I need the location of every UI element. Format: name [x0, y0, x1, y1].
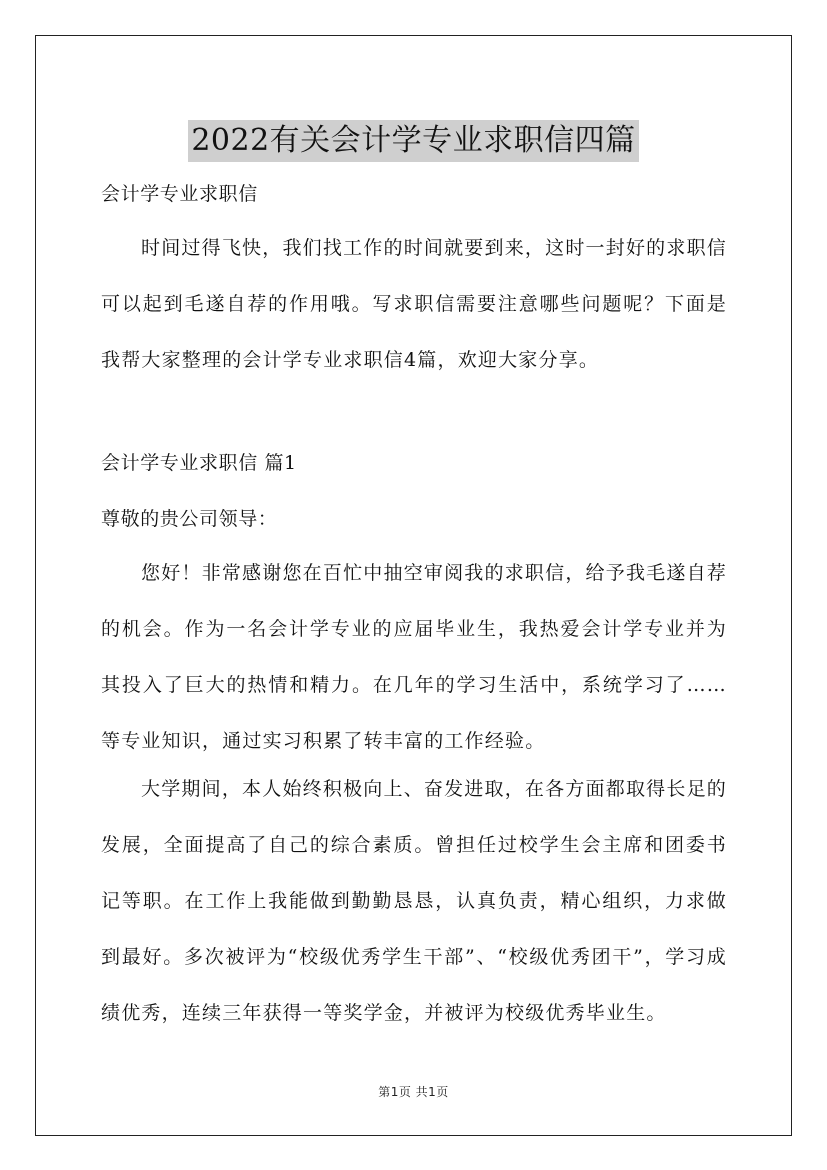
document-title: 2022有关会计学专业求职信四篇: [188, 120, 638, 162]
body-paragraph-1: 您好！非常感谢您在百忙中抽空审阅我的求职信，给予我毛遂自荐的机会。作为一名会计学专业的应届毕业生，我热爱会计学专业并为其投入了巨大的热情和精力。在几年的学习生活中，系统学习了……等专业知识，通过实习积累了转丰富的工作经验。: [101, 562, 727, 752]
intro-paragraph: 时间过得飞快，我们找工作的时间就要到来，这时一封好的求职信可以起到毛遂自荐的作用哦。写求职信需要注意哪些问题呢？下面是我帮大家整理的会计学专业求职信4篇，欢迎大家分享。: [101, 237, 727, 371]
salutation: 尊敬的贵公司领导：: [101, 508, 278, 530]
section-heading: 会计学专业求职信: [101, 183, 258, 205]
body-paragraph-2: 大学期间，本人始终积极向上、奋发进取，在各方面都取得长足的发展，全面提高了自己的综合素质。曾担任过校学生会主席和团委书记等职。在工作上我能做到勤勤恳恳，认真负责，精心组织，力求做到最好。多次被评为“校级优秀学生干部”、“校级优秀团干”，学习成绩优秀，连续三年获得一等奖学金，并被评为校级优秀毕业生。: [101, 778, 727, 1024]
page-footer: 第1页 共1页: [378, 1085, 449, 1099]
letter-heading: 会计学专业求职信 篇1: [101, 452, 297, 474]
